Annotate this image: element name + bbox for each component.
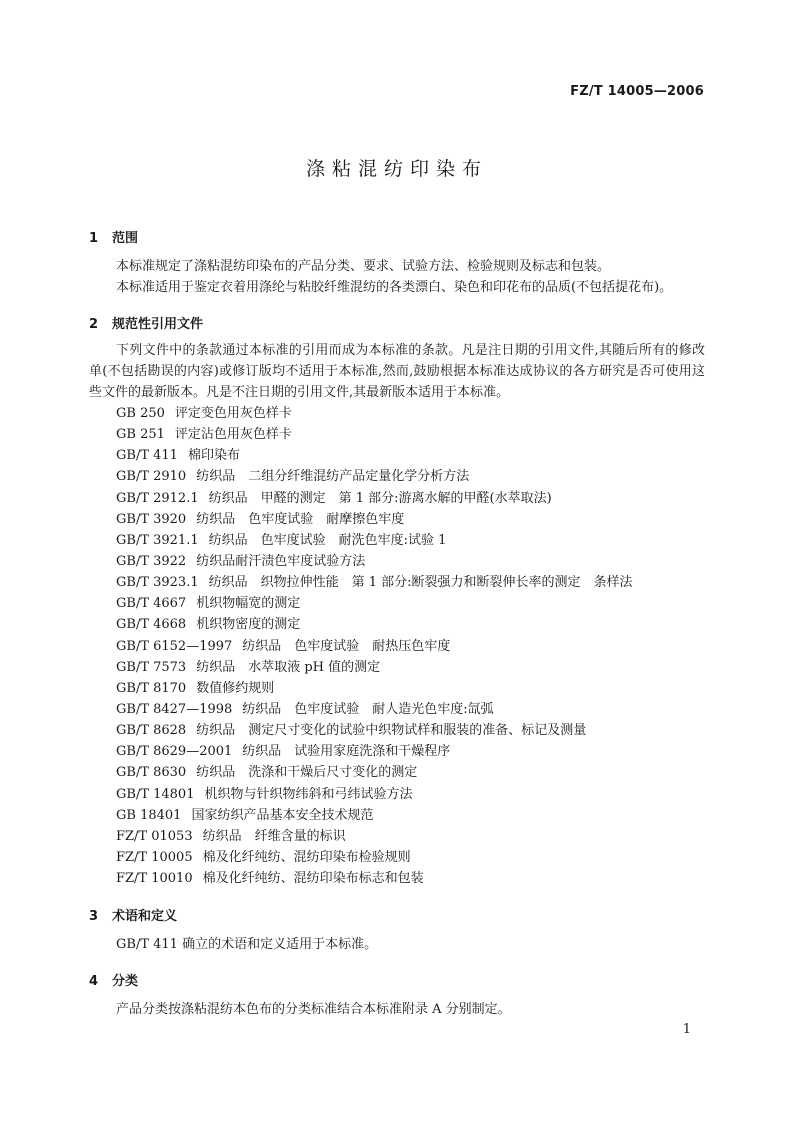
page-title: 涤粘混纺印染布 <box>305 158 488 180</box>
reference-code: FZ/T 10010 <box>116 871 193 887</box>
reference-code: GB/T 8427—1998 <box>116 701 233 717</box>
reference-title: 评定变色用灰色样卡 <box>174 406 292 421</box>
reference-title: 纺织品 织物拉伸性能 第 1 部分:断裂强力和断裂伸长率的测定 条样法 <box>208 575 633 591</box>
scope-paragraph-2: 本标准适用于鉴定衣着用涤纶与粘胶纤维混纺的各类漂白、染色和印花布的品质(不包括提花布)。 <box>116 280 673 295</box>
section-heading-terms-definitions <box>89 905 177 924</box>
reference-title: 评定沾色用灰色样卡 <box>174 427 292 443</box>
reference-code: GB/T 3923.1 <box>116 575 199 591</box>
reference-item <box>116 445 633 466</box>
reference-item <box>116 424 633 445</box>
reference-item <box>116 636 633 657</box>
reference-item <box>116 509 633 530</box>
reference-title: 纺织品 色牢度试验 耐摩擦色牢度 <box>196 511 405 527</box>
terms-paragraph: GB/T 411 确立的术语和定义适用于本标准。 <box>116 937 378 952</box>
standard-code: FZ/T 14005—2006 <box>570 84 704 99</box>
section-heading-normative-references <box>89 313 203 332</box>
reference-code: FZ/T 01053 <box>116 828 193 844</box>
reference-title: 纺织品 二组分纤维混纺产品定量化学分析方法 <box>196 469 470 485</box>
reference-title: 纺织品 水萃取液 pH 值的测定 <box>196 659 381 675</box>
reference-title: 纺织品 甲醛的测定 第 1 部分:游离水解的甲醛(水萃取法) <box>208 490 552 506</box>
reference-title: 纺织品耐汗渍色牢度试验方法 <box>196 553 366 569</box>
reference-item <box>116 530 633 551</box>
reference-title: 机织物与针织物纬斜和弓纬试验方法 <box>204 786 413 802</box>
reference-item <box>116 762 633 783</box>
reference-code: GB/T 14801 <box>116 786 195 802</box>
section-heading-scope <box>89 227 138 246</box>
reference-item <box>116 784 633 805</box>
section-number: 3 <box>89 909 99 924</box>
section-title: 规范性引用文件 <box>112 317 204 332</box>
reference-item <box>116 868 633 889</box>
reference-code: GB/T 8628 <box>116 723 187 739</box>
section-number: 4 <box>89 974 99 989</box>
reference-code: FZ/T 10005 <box>116 849 193 865</box>
reference-title: 纺织品 纤维含量的标识 <box>202 828 346 844</box>
reference-title: 纺织品 色牢度试验 耐洗色牢度:试验 1 <box>208 532 447 548</box>
reference-code: GB/T 7573 <box>116 659 187 675</box>
reference-item <box>116 614 633 635</box>
section-title: 术语和定义 <box>112 909 178 924</box>
reference-item <box>116 572 633 593</box>
reference-code: GB/T 3920 <box>116 511 187 527</box>
reference-code: GB/T 8630 <box>116 765 187 781</box>
reference-item <box>116 678 633 699</box>
reference-code: GB/T 8170 <box>116 680 187 696</box>
reference-code: GB/T 4668 <box>116 617 187 633</box>
reference-item <box>116 488 633 509</box>
section-title: 分类 <box>112 974 139 989</box>
reference-item <box>116 805 633 826</box>
reference-title: 棉印染布 <box>187 448 240 464</box>
references-intro: 下列文件中的条款通过本标准的引用而成为本标准的条款。凡是注日期的引用文件,其随后所有的修改单(不包括勘误的内容)或修订版均不适用于本标准,然而,鼓励根据本标准达成协议的各方研究是否可使用这些文件的最新版本。凡是不注日期的引用文件,其最新版本适用于本标准。 <box>89 343 705 400</box>
reference-code: GB/T 2910 <box>116 469 187 485</box>
reference-code: GB/T 411 <box>116 448 178 464</box>
reference-list <box>116 403 633 889</box>
reference-item <box>116 847 633 868</box>
reference-title: 纺织品 试验用家庭洗涤和干燥程序 <box>242 744 451 760</box>
section-number: 1 <box>89 231 99 246</box>
reference-item <box>116 657 633 678</box>
reference-code: GB/T 2912.1 <box>116 490 199 506</box>
reference-title: 纺织品 洗涤和干燥后尺寸变化的测定 <box>196 765 418 781</box>
reference-item <box>116 466 633 487</box>
reference-code: GB/T 3921.1 <box>116 532 199 548</box>
reference-code: GB/T 6152—1997 <box>116 638 233 654</box>
section-title: 范围 <box>112 231 139 246</box>
reference-item <box>116 551 633 572</box>
reference-code: GB 250 <box>116 406 165 421</box>
reference-title: 国家纺织产品基本安全技术规范 <box>191 807 374 823</box>
reference-title: 机织物密度的测定 <box>196 617 301 633</box>
reference-item <box>116 403 633 424</box>
reference-item <box>116 720 633 741</box>
reference-code: GB 18401 <box>116 807 182 823</box>
reference-item <box>116 741 633 762</box>
reference-title: 纺织品 色牢度试验 耐人造光色牢度:氙弧 <box>242 701 494 717</box>
reference-title: 机织物幅宽的测定 <box>196 596 301 612</box>
reference-title: 棉及化纤纯纺、混纺印染布检验规则 <box>202 849 411 865</box>
reference-item <box>116 826 633 847</box>
reference-code: GB/T 4667 <box>116 596 187 612</box>
reference-code: GB/T 8629—2001 <box>116 744 233 760</box>
reference-title: 棉及化纤纯纺、混纺印染布标志和包装 <box>202 871 424 887</box>
reference-code: GB 251 <box>116 427 165 443</box>
section-heading-classification <box>89 970 138 989</box>
reference-item <box>116 593 633 614</box>
reference-title: 纺织品 色牢度试验 耐热压色牢度 <box>242 638 451 654</box>
scope-paragraph-1: 本标准规定了涤粘混纺印染布的产品分类、要求、试验方法、检验规则及标志和包装。 <box>116 259 611 274</box>
classification-paragraph: 产品分类按涤粘混纺本色布的分类标准结合本标准附录 A 分别制定。 <box>116 1002 511 1017</box>
reference-title: 数值修约规则 <box>196 680 275 696</box>
reference-code: GB/T 3922 <box>116 553 187 569</box>
reference-title: 纺织品 测定尺寸变化的试验中织物试样和服装的准备、标记及测量 <box>196 723 587 739</box>
page-number: 1 <box>682 1022 691 1037</box>
reference-item <box>116 699 633 720</box>
section-number: 2 <box>89 317 99 332</box>
